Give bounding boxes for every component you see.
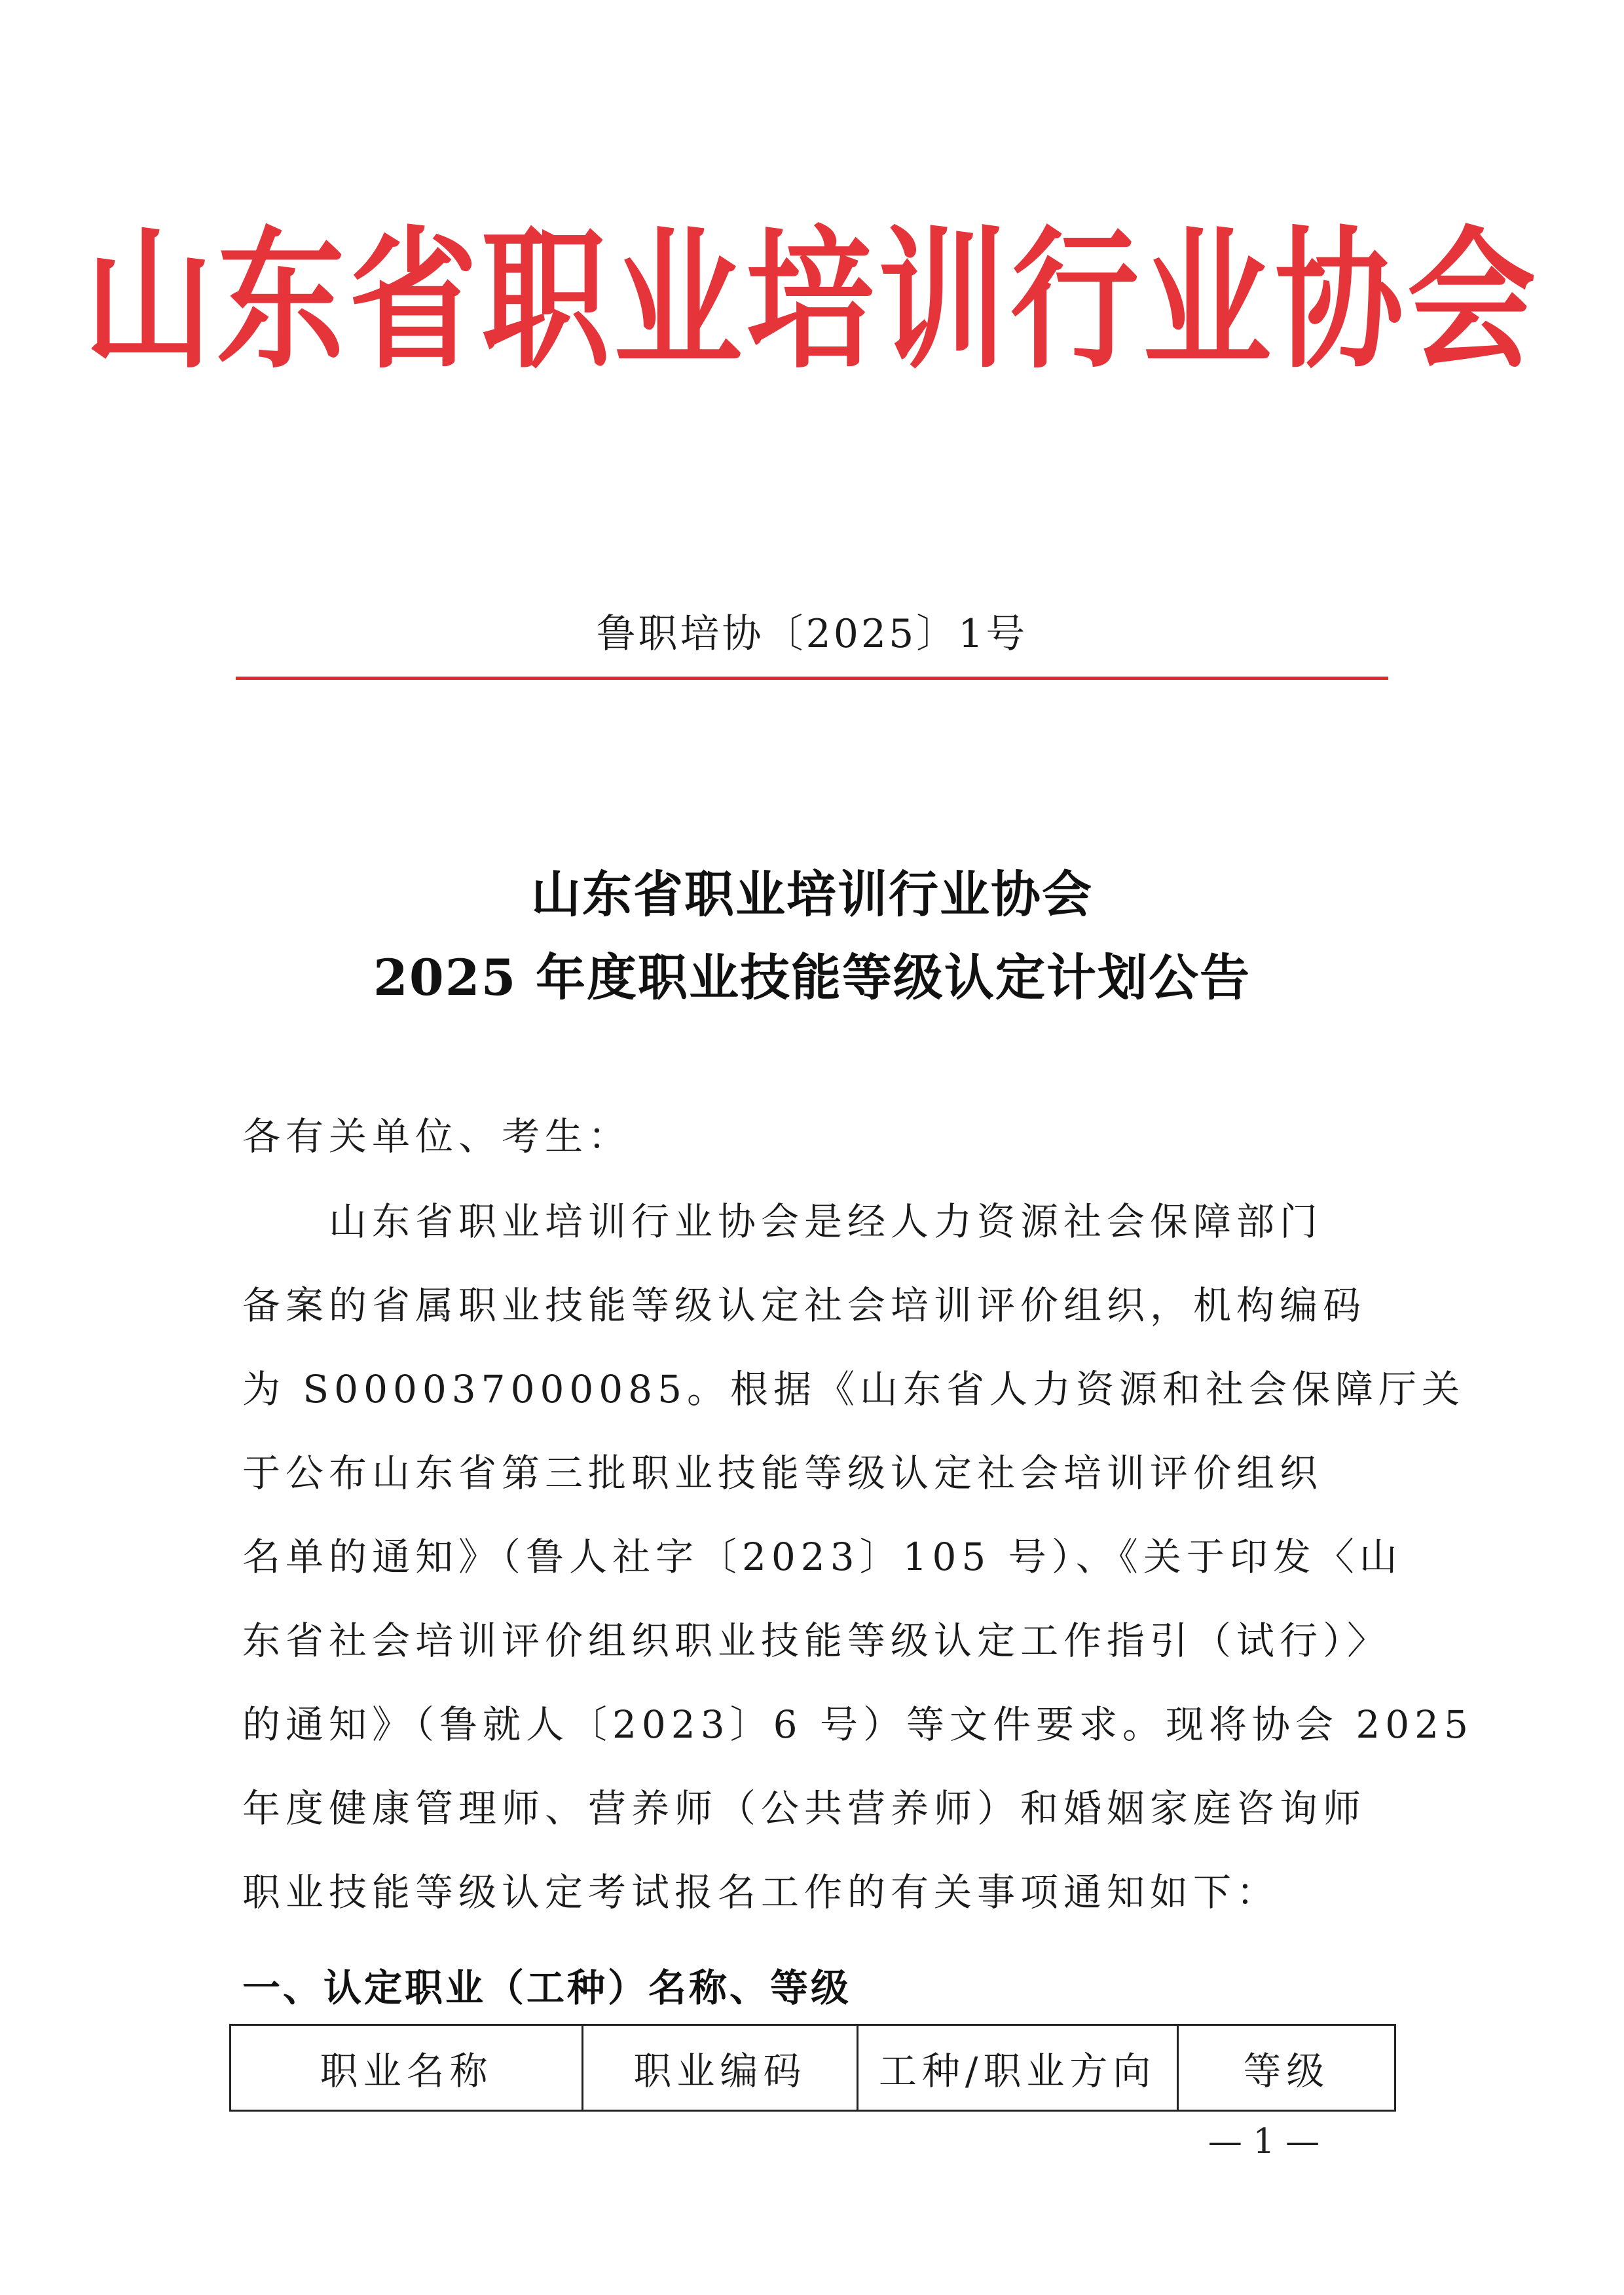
salutation: 各有关单位、考生： [242,1114,632,1159]
page-number: — 1 — [1208,2122,1320,2161]
body-line: 为 S000037000085。根据《山东省人力资源和社会保障厅关 [242,1367,1465,1411]
column-header-occupation-name: 职业名称 [231,2025,583,2111]
column-header-job-direction: 工种/职业方向 [857,2025,1177,2111]
column-header-level: 等级 [1177,2025,1395,2111]
body-line: 山东省职业培训行业协会是经人力资源社会保障部门 [242,1199,1323,1244]
red-divider-rule [236,677,1388,680]
document-number: 鲁职培协〔2025〕1号 [596,611,1028,657]
body-line: 的通知》（鲁就人〔2023〕6 号）等文件要求。现将协会 2025 [242,1702,1473,1747]
document-title-line-1: 山东省职业培训行业协会 [531,865,1093,924]
table-header-row [231,2025,1395,2111]
document-title-line-2: 2025 年度职业技能等级认定计划公告 [373,948,1251,1007]
body-line: 年度健康管理师、营养师（公共营养师）和婚姻家庭咨询师 [242,1786,1367,1831]
column-header-occupation-code: 职业编码 [583,2025,857,2111]
body-line: 名单的通知》（鲁人社字〔2023〕105 号）、《关于印发〈山 [242,1535,1403,1579]
occupation-table [229,2024,1396,2112]
body-line: 职业技能等级认定考试报名工作的有关事项通知如下： [242,1870,1280,1914]
body-line: 东省社会培训评价组织职业技能等级认定工作指引（试行）〉 [242,1618,1391,1663]
letterhead-org-name: 山东省职业培训行业协会 [84,212,1540,390]
body-line: 备案的省属职业技能等级认定社会培训评价组织，机构编码 [242,1283,1367,1328]
section-heading-occupations: 一、认定职业（工种）名称、等级 [242,1966,852,2010]
body-line: 于公布山东省第三批职业技能等级认定社会培训评价组织 [242,1451,1323,1495]
